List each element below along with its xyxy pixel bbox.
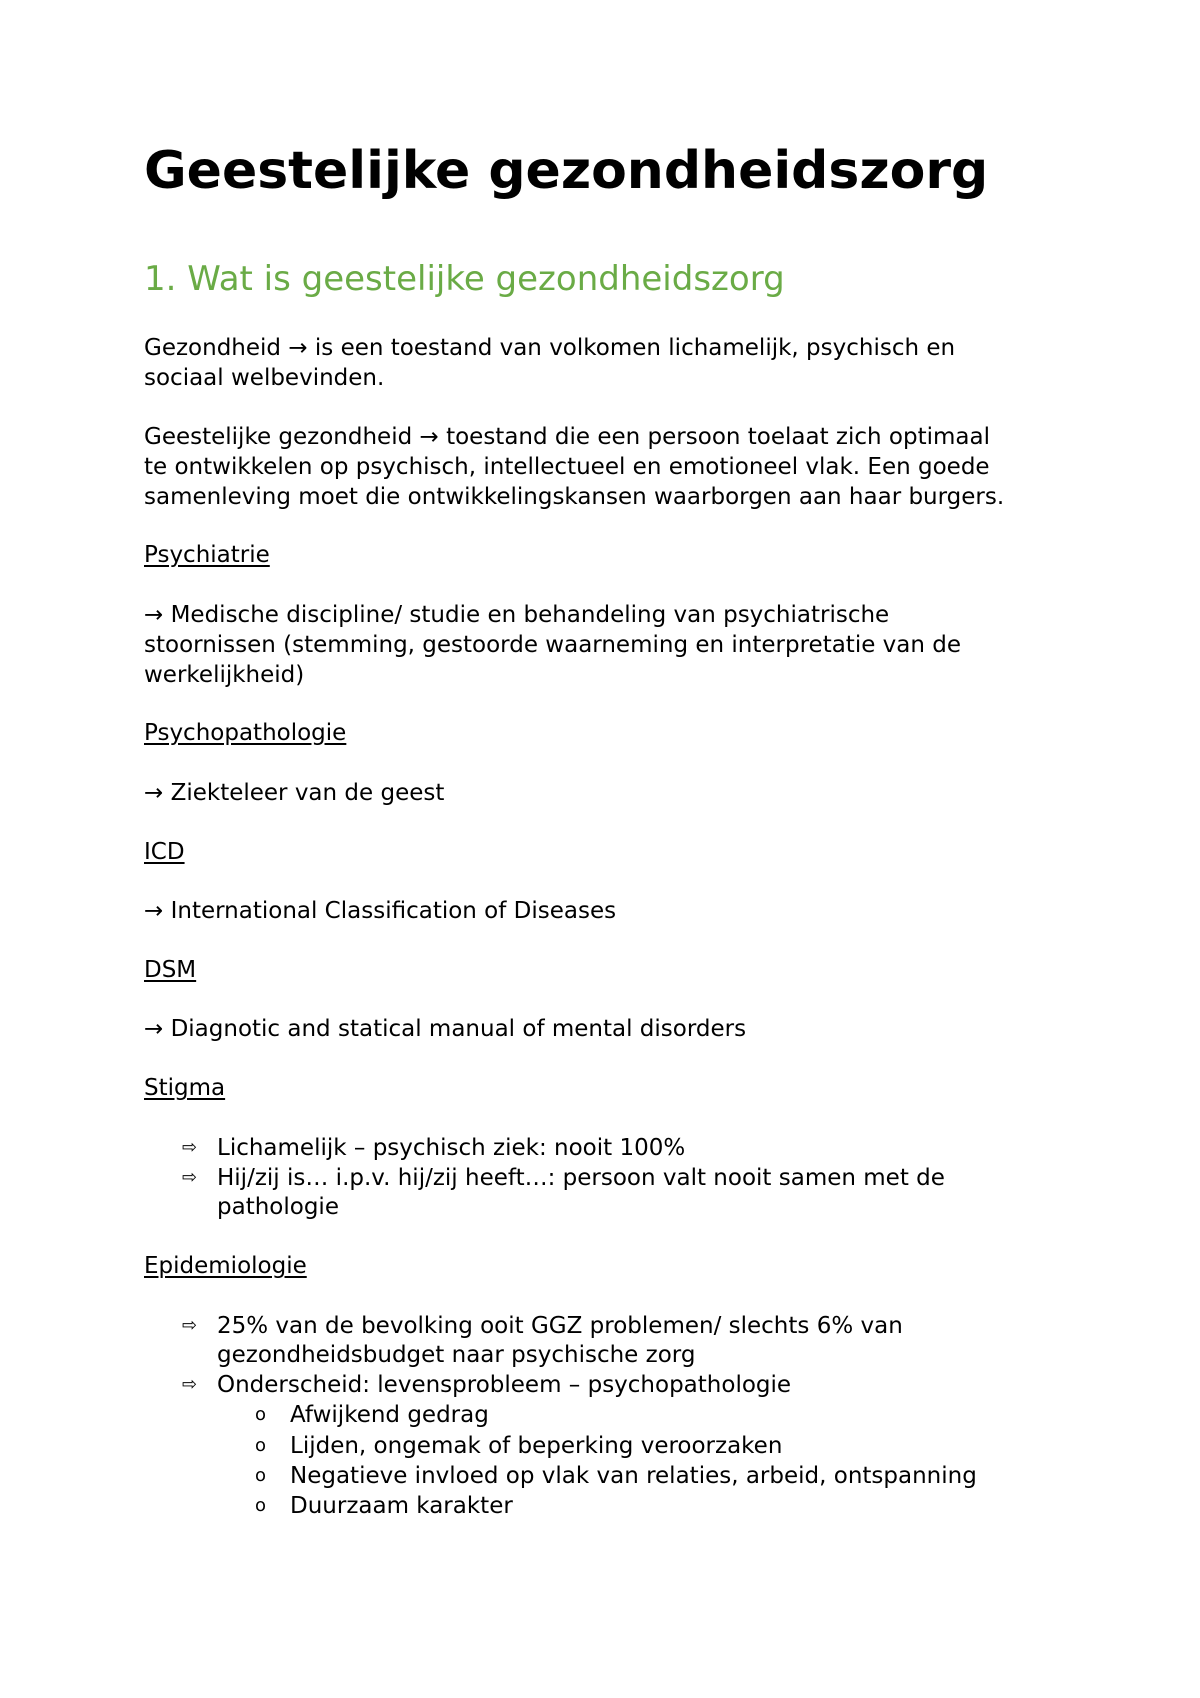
arrow-bullet-icon: ⇨: [182, 1374, 198, 1395]
arrow-bullet-icon: ⇨: [182, 1315, 198, 1336]
paragraph-line: Gezondheid → is een toestand van volkomen lichamelijk, psychisch en: [144, 335, 956, 361]
paragraph-line: te ontwikkelen op psychisch, intellectueel en emotioneel vlak. Een goede: [144, 454, 990, 480]
sub-list-item: Lijden, ongemak of beperking veroorzaken: [290, 1433, 783, 1459]
definition-line: werkelijkheid): [144, 662, 305, 688]
term-heading-psychiatrie: Psychiatrie: [144, 542, 270, 568]
paragraph-line: samenleving moet die ontwikkelingskansen waarborgen aan haar burgers.: [144, 484, 1005, 510]
circle-bullet-icon: o: [255, 1404, 267, 1425]
arrow-bullet-icon: ⇨: [182, 1137, 198, 1158]
term-heading-psychopathologie: Psychopathologie: [144, 720, 347, 746]
arrow-bullet-icon: ⇨: [182, 1167, 198, 1188]
document-title: Geestelijke gezondheidszorg: [144, 141, 989, 201]
term-heading-stigma: Stigma: [144, 1075, 226, 1101]
term-heading-epidemiologie: Epidemiologie: [144, 1253, 307, 1279]
list-item: Lichamelijk – psychisch ziek: nooit 100%: [217, 1135, 686, 1161]
definition-line: stoornissen (stemming, gestoorde waarneming en interpretatie van de: [144, 632, 962, 658]
list-item: Onderscheid: levensprobleem – psychopathologie: [217, 1372, 792, 1398]
term-heading-dsm: DSM: [144, 957, 197, 983]
section-heading: 1. Wat is geestelijke gezondheidszorg: [144, 259, 785, 299]
definition-line: → International Classification of Diseases: [144, 898, 617, 924]
definition-line: → Ziekteleer van de geest: [144, 780, 445, 806]
list-item-continuation: gezondheidsbudget naar psychische zorg: [217, 1342, 696, 1368]
circle-bullet-icon: o: [255, 1465, 267, 1486]
term-heading-icd: ICD: [144, 839, 185, 865]
list-item: Hij/zij is… i.p.v. hij/zij heeft…: persoon valt nooit samen met de: [217, 1165, 945, 1191]
paragraph-line: sociaal welbevinden.: [144, 365, 385, 391]
list-item-continuation: pathologie: [217, 1194, 339, 1220]
circle-bullet-icon: o: [255, 1435, 267, 1456]
definition-line: → Diagnotic and statical manual of mental disorders: [144, 1016, 747, 1042]
definition-line: → Medische discipline/ studie en behandeling van psychiatrische: [144, 602, 890, 628]
paragraph-line: Geestelijke gezondheid → toestand die een persoon toelaat zich optimaal: [144, 424, 990, 450]
sub-list-item: Duurzaam karakter: [290, 1493, 513, 1519]
sub-list-item: Afwijkend gedrag: [290, 1402, 489, 1428]
sub-list-item: Negatieve invloed op vlak van relaties, arbeid, ontspanning: [290, 1463, 977, 1489]
circle-bullet-icon: o: [255, 1495, 267, 1516]
list-item: 25% van de bevolking ooit GGZ problemen/ slechts 6% van: [217, 1313, 903, 1339]
